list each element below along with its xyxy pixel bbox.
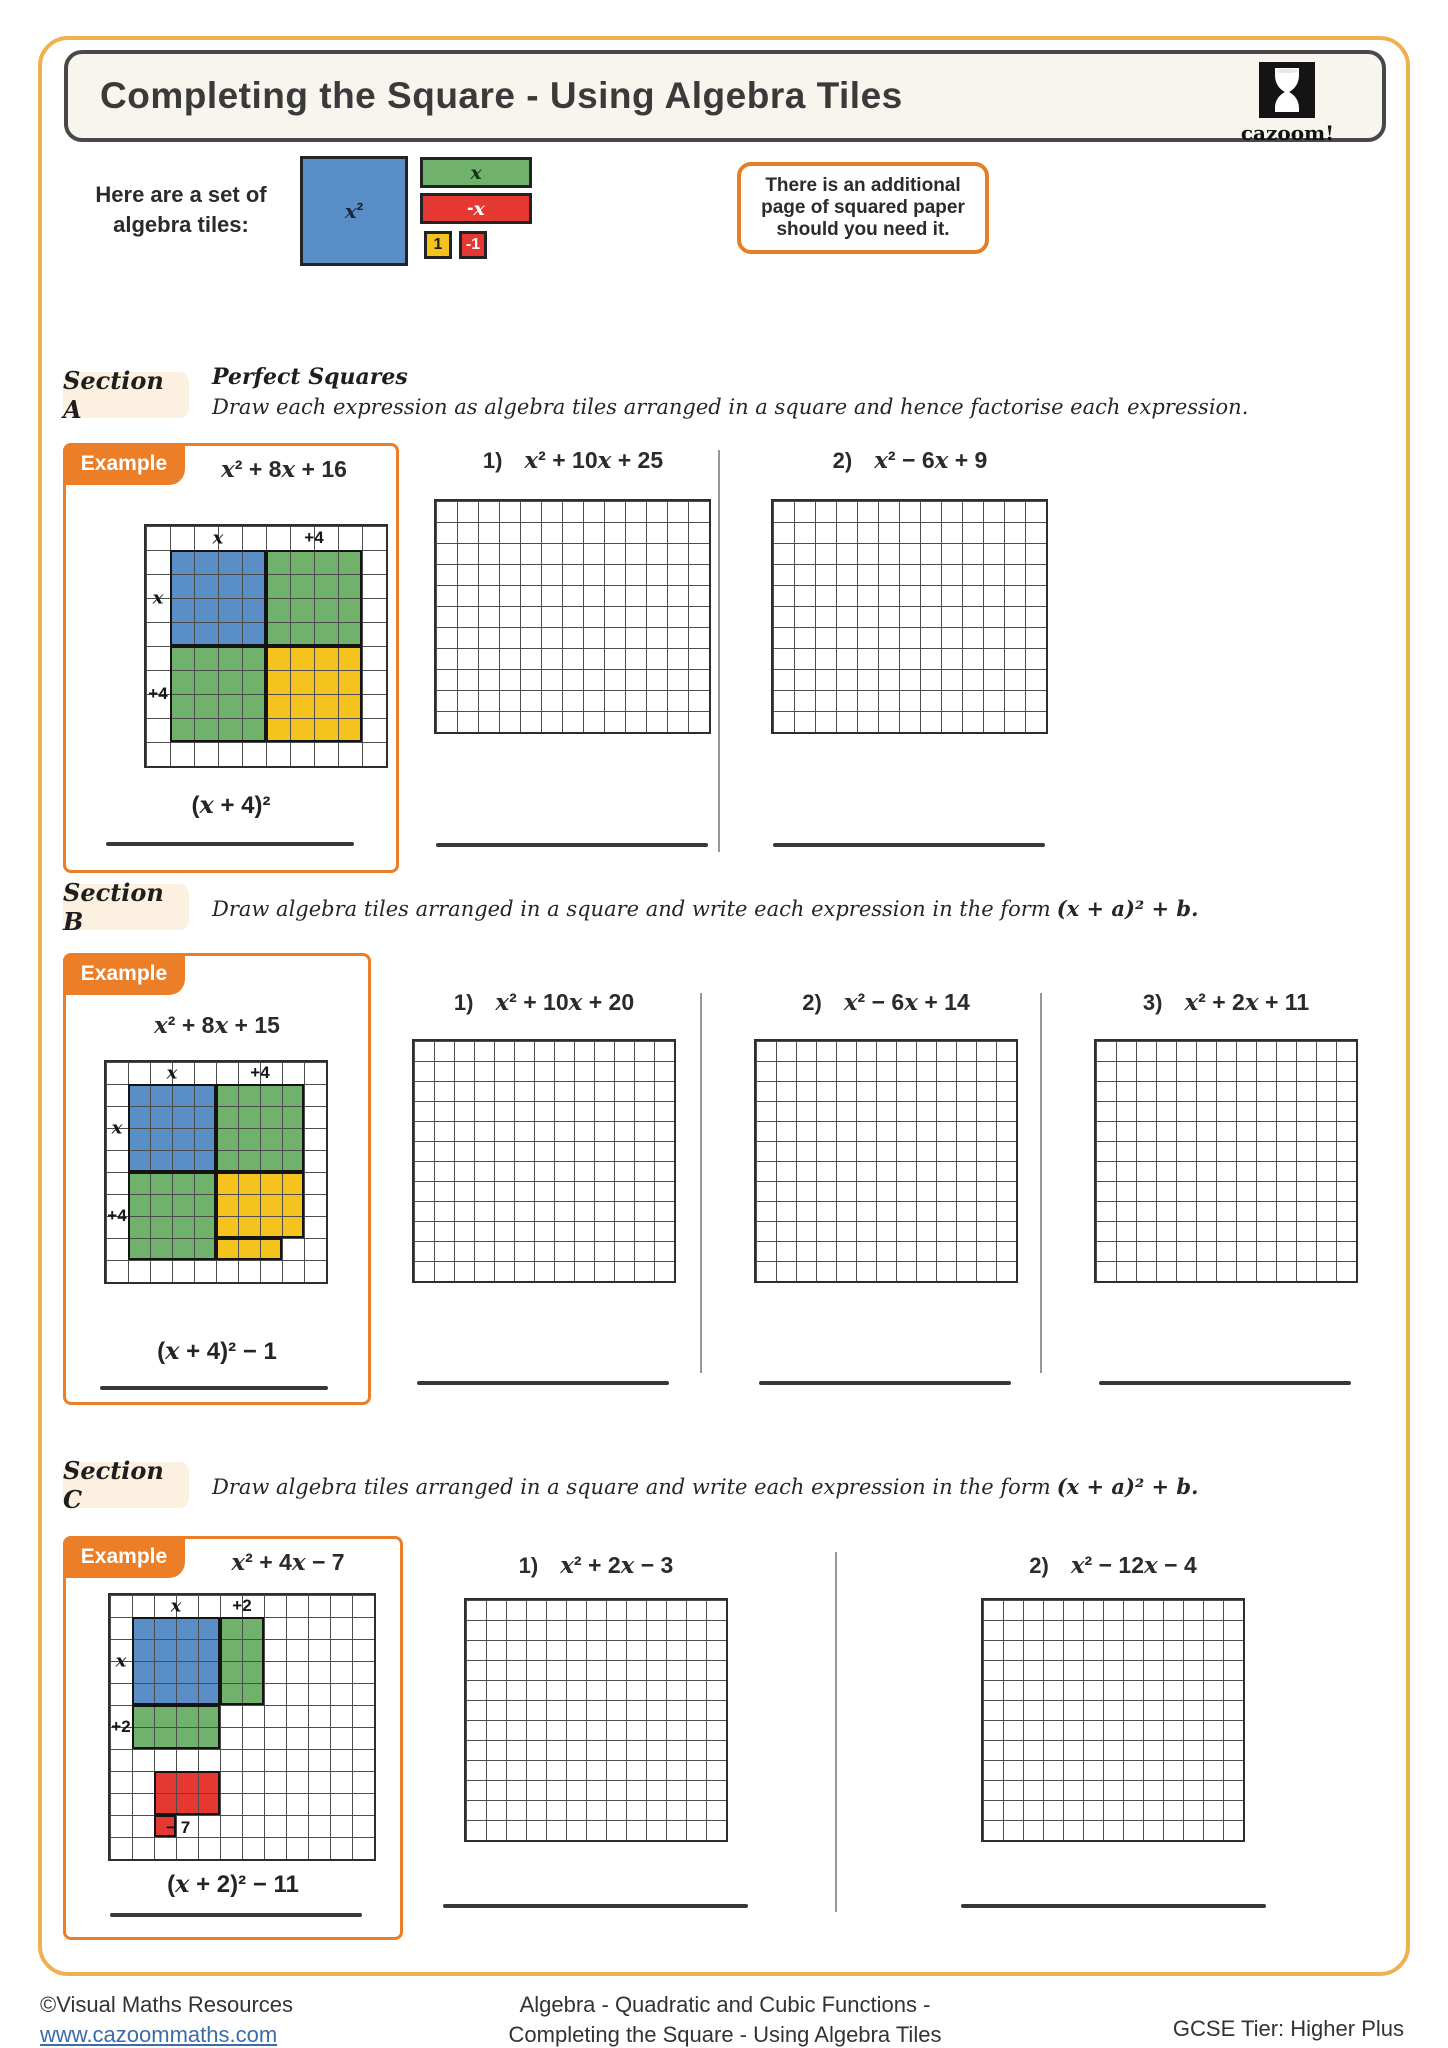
example-tab: Example [63, 443, 185, 485]
question-divider [700, 993, 702, 1373]
footer-copyright: ©Visual Maths Resources [40, 1992, 294, 2017]
question-grid [771, 499, 1048, 734]
question-number: 2) [1029, 1553, 1049, 1578]
answer-line [436, 843, 708, 847]
grid-label: x [152, 587, 164, 609]
footer-tier: GCSE Tier: Higher Plus [1172, 2016, 1404, 2041]
tile-neg-one: -1 [459, 231, 487, 259]
cazoom-drum-icon [1259, 62, 1315, 123]
example-expression: x² + 4x − 7 [231, 1549, 345, 1576]
question-number: 2) [832, 448, 853, 473]
example-grid [144, 524, 388, 768]
footer-copyright-block [40, 1990, 293, 2048]
answer-line [1099, 1381, 1351, 1385]
question-b3 [1075, 953, 1377, 1400]
question-number: 1) [518, 1553, 539, 1578]
answer-line [443, 1904, 748, 1908]
example-answer: (x + 2)² − 11 [167, 1869, 299, 1898]
section-a-chip: Section A [63, 372, 189, 418]
grid-label: +4 [148, 684, 168, 703]
section-a-instruction [212, 394, 1254, 419]
section-c-instruction [212, 1474, 1198, 1499]
answer-line [417, 1381, 669, 1385]
grid-label: +4 [304, 528, 324, 547]
section-c-row [63, 1536, 1385, 1936]
question-number: 2) [802, 990, 822, 1015]
question-c2 [883, 1536, 1343, 1936]
question-grid [434, 499, 711, 734]
tile-x: x [420, 157, 532, 188]
footer-topic-line2: Completing the Square - Using Algebra Tiles [508, 2021, 942, 2047]
example-expression: x² + 8x + 15 [154, 1012, 280, 1039]
section-a-instruction-text: Draw each expression as algebra tiles arranged in a square and hence factorise each expression. [212, 395, 1249, 419]
question-a2 [765, 443, 1055, 858]
question-expression: x² − 12x − 4 [1070, 1552, 1197, 1579]
tile-x-squared: x ² [300, 156, 408, 266]
footer-website-link[interactable]: www.cazoommaths.com [40, 2021, 278, 2047]
tile-neg-x: - x [420, 193, 532, 224]
section-b-row [63, 953, 1385, 1400]
section-b-instruction-math: (x + a)² + b. [1056, 896, 1199, 921]
footer-topic [330, 1990, 1120, 2048]
header-box [64, 50, 1386, 145]
section-b-instruction [212, 896, 1198, 921]
example-grid [104, 1060, 328, 1284]
question-divider [718, 450, 720, 852]
question-expression: x² + 10x + 20 [495, 989, 635, 1016]
page-title: Completing the Square - Using Algebra Tiles [100, 75, 903, 116]
question-expression: x² + 2x + 11 [1184, 989, 1310, 1016]
cazoom-logo-text: cazoom! [1240, 120, 1334, 145]
info-note-text: There is an additional page of squared paper should you need it. [761, 175, 965, 240]
answer-line [961, 1904, 1266, 1908]
grid-label: +2 [111, 1717, 131, 1736]
section-c-instruction-text: Draw algebra tiles arranged in a square and write each expression in the form [212, 1475, 1051, 1499]
question-expression: x² + 10x + 25 [524, 447, 664, 474]
answer-line [106, 842, 354, 846]
question-number: 1) [482, 448, 503, 473]
example-grid [108, 1593, 376, 1861]
question-expression: x² − 6x + 14 [843, 989, 970, 1016]
grid-label: x [166, 1062, 178, 1084]
grid-label: x [212, 527, 224, 549]
question-c1 [431, 1536, 761, 1936]
grid-label: x [111, 1117, 123, 1139]
answer-line [110, 1913, 362, 1917]
question-number: 3) [1142, 990, 1163, 1015]
question-number: 1) [453, 990, 474, 1015]
tiles-intro-label: Here are a set of algebra tiles: [95, 182, 267, 237]
example-answer: (x + 4)² − 1 [157, 1336, 277, 1365]
grid-label: − 7 [166, 1818, 191, 1838]
tile-one: 1 [424, 231, 452, 259]
grid-label: x [170, 1595, 182, 1617]
example-expression: x² + 8x + 16 [221, 456, 347, 483]
grid-label: +4 [250, 1063, 270, 1082]
section-c-example-box [63, 1536, 403, 1940]
answer-line [759, 1381, 1011, 1385]
footer-topic-line1: Algebra - Quadratic and Cubic Functions - [519, 1992, 931, 2017]
cazoom-logo [1241, 62, 1334, 145]
example-tab: Example [63, 1536, 185, 1578]
grid-label: x [115, 1650, 127, 1672]
example-tab: Example [63, 953, 185, 995]
question-expression: x² + 2x − 3 [560, 1552, 674, 1579]
section-c-chip: Section C [63, 1462, 189, 1508]
question-b1 [393, 953, 695, 1400]
section-b-instruction-text: Draw algebra tiles arranged in a square and write each expression in the form [212, 897, 1051, 921]
question-grid [981, 1598, 1245, 1842]
question-expression: x² − 6x + 9 [874, 447, 988, 474]
question-a1 [428, 443, 718, 858]
section-a-example-box [63, 443, 399, 873]
question-b2 [735, 953, 1037, 1400]
section-a-row [63, 443, 1385, 868]
example-answer: (x + 4)² [191, 790, 271, 819]
question-grid [1094, 1039, 1358, 1283]
info-note-box [737, 162, 989, 254]
question-grid [464, 1598, 728, 1842]
question-grid [754, 1039, 1018, 1283]
question-divider [1040, 993, 1042, 1373]
section-a-subtitle: Perfect Squares [212, 364, 408, 390]
grid-label: +2 [232, 1596, 252, 1615]
question-divider [835, 1552, 837, 1912]
question-grid [412, 1039, 676, 1283]
grid-label: +4 [107, 1206, 127, 1225]
section-c-instruction-math: (x + a)² + b. [1056, 1474, 1199, 1499]
answer-line [100, 1386, 328, 1390]
section-b-example-box [63, 953, 371, 1405]
answer-line [773, 843, 1045, 847]
section-b-chip: Section B [63, 884, 189, 930]
